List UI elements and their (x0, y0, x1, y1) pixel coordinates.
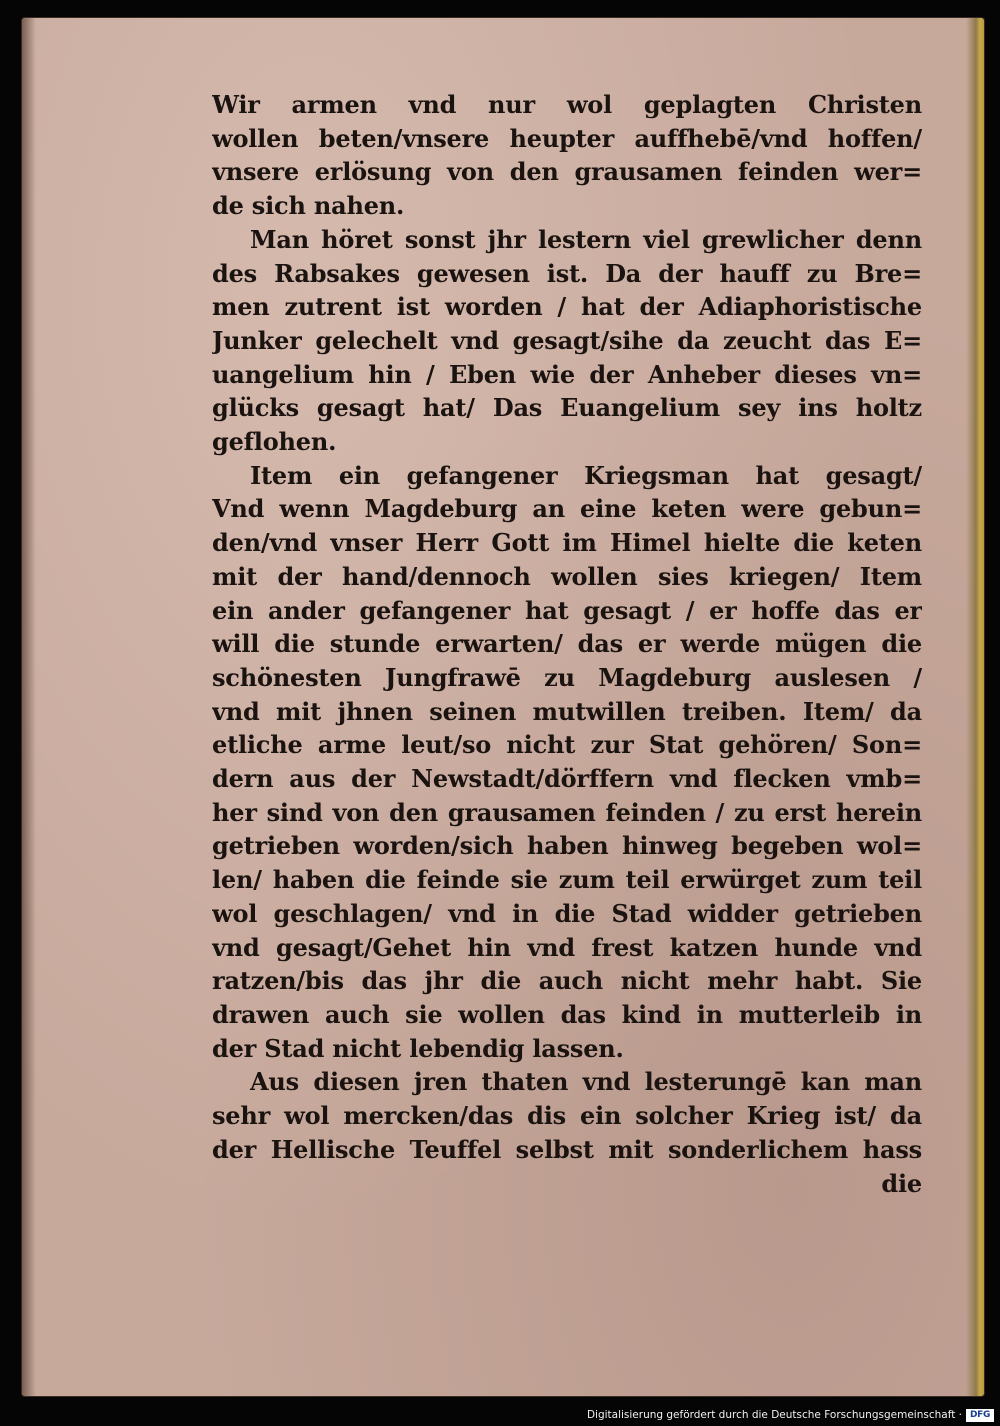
text-line: dern aus der Newstadt/dörffern vnd flecken vmb= (212, 764, 922, 794)
text-line: mit der hand/dennoch wollen sies kriegen/ Item (212, 561, 922, 591)
text-line: Aus diesen jren thaten vnd lesterungē kan man (250, 1067, 922, 1097)
text-line: her sind von den grausamen feinden / zu erst herein (212, 797, 922, 827)
text-line: uangelium hin / Eben wie der Anheber dieses vn= (212, 359, 922, 389)
page-gilt-edge (966, 18, 984, 1396)
text-line: drawen auch sie wollen das kind in mutterleib in (212, 999, 922, 1029)
text-line: Junker gelechelt vnd gesagt/sihe da zeucht das E= (212, 325, 922, 355)
text-line: len/ haben die feinde sie zum teil erwürget zum teil (212, 865, 922, 895)
text-line: des Rabsakes gewesen ist. Da der hauff zu Bre= (212, 258, 922, 288)
text-line: de sich nahen. (212, 191, 405, 221)
text-line: der Hellische Teuffel selbst mit sonderlichem hass (212, 1134, 922, 1164)
text-line: Wir armen vnd nur wol geplagten Christen (212, 90, 922, 119)
text-line: Vnd wenn Magdeburg an eine keten were gebun= (212, 494, 922, 524)
text-line: den/vnd vnser Herr Gott im Himel hielte die keten (212, 528, 922, 558)
text-line: ratzen/bis das jhr die auch nicht mehr habt. Sie (212, 966, 922, 996)
blackletter-text-block (212, 88, 922, 1200)
text-line: Man höret sonst jhr lestern viel grewlicher denn (250, 224, 922, 254)
text-line: glücks gesagt hat/ Das Euangelium sey ins holtz (212, 393, 922, 423)
catchword: die (881, 1168, 922, 1198)
text-line: Item ein gefangener Kriegsman hat gesagt/ (250, 460, 922, 490)
text-line: will die stunde erwarten/ das er werde mügen die (212, 629, 922, 659)
text-line: der Stad nicht lebendig lassen. (212, 1033, 624, 1063)
text-line: vnd mit jhnen seinen mutwillen treiben. Item/ da (212, 696, 922, 726)
text-line: schönesten Jungfrawē zu Magdeburg auslesen / (212, 662, 922, 692)
text-line: geflohen. (212, 427, 337, 457)
dfg-logo: DFG (966, 1409, 994, 1422)
text-line: vnd gesagt/Gehet hin vnd frest katzen hunde vnd (212, 932, 922, 962)
digitization-credit: Digitalisierung gefördert durch die Deutsche Forschungsgemeinschaft · (586, 1409, 962, 1421)
page-binding-shadow (22, 18, 36, 1396)
text-line: getrieben worden/sich haben hinweg begeben wol= (212, 831, 922, 861)
text-line: wol geschlagen/ vnd in die Stad widder getrieben (212, 898, 922, 928)
text-line: men zutrent ist worden / hat der Adiaphoristische (212, 292, 922, 322)
text-line: wollen beten/vnsere heupter auffhebē/vnd hoffen/ (212, 123, 922, 153)
text-line: ein ander gefangener hat gesagt / er hoffe das er (212, 595, 922, 625)
text-line: vnsere erlösung von den grausamen feinden wer= (212, 157, 922, 187)
text-line: etliche arme leut/so nicht zur Stat gehören/ Son= (212, 730, 922, 760)
text-line: sehr wol mercken/das dis ein solcher Krieg ist/ da (212, 1101, 922, 1131)
